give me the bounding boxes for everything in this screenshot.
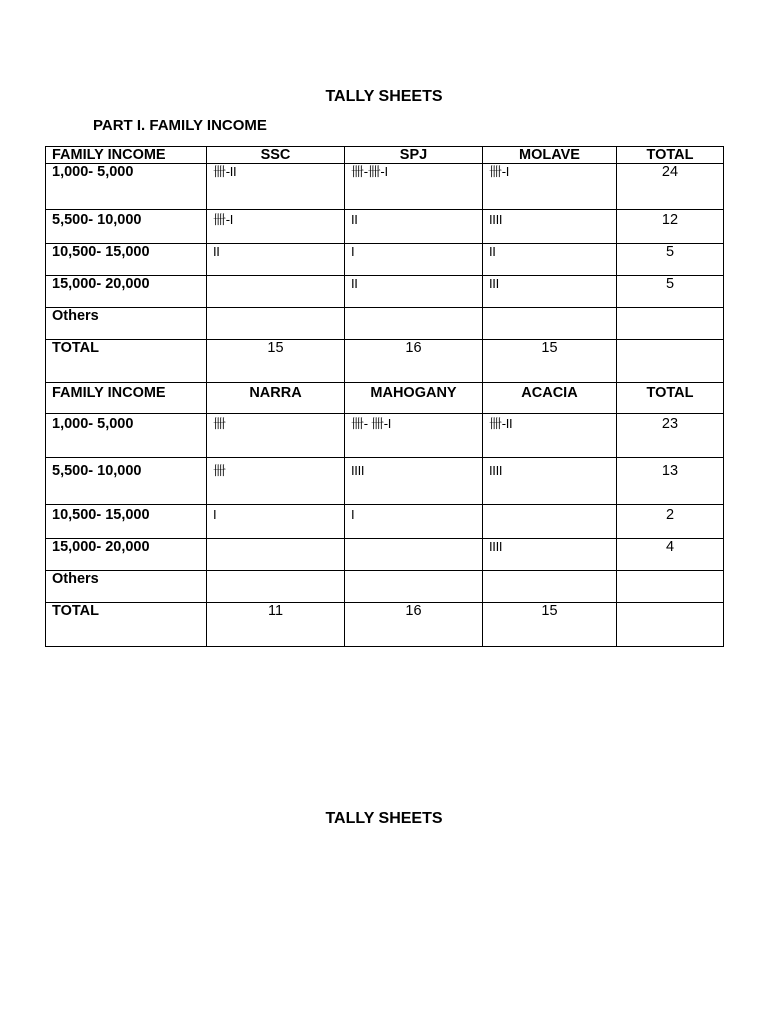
table-row [46, 210, 724, 244]
row-label: Others [46, 308, 207, 340]
column-total: 15 [483, 603, 617, 647]
column-total: 15 [207, 340, 345, 383]
tally-cell [207, 308, 345, 340]
tally-cell [345, 571, 483, 603]
row-label: 5,500- 10,000 [46, 210, 207, 244]
tally-cell [207, 539, 345, 571]
table-row [46, 244, 724, 276]
total-cell: 12 [617, 210, 724, 244]
total-cell: 13 [617, 458, 724, 505]
table-row [46, 539, 724, 571]
tally-cell [345, 308, 483, 340]
header-cell: FAMILY INCOME [46, 383, 207, 414]
tally-cell: 卌-I [207, 210, 345, 244]
tally-cell [207, 276, 345, 308]
header-cell: TOTAL [617, 147, 724, 164]
tally-cell: IIII [483, 539, 617, 571]
table-header-row [46, 383, 724, 414]
header-cell: FAMILY INCOME [46, 147, 207, 164]
header-cell: SSC [207, 147, 345, 164]
tally-cell: IIII [483, 458, 617, 505]
tally-cell: 卌-II [483, 414, 617, 458]
table-row [46, 414, 724, 458]
total-cell [617, 571, 724, 603]
row-label: 10,500- 15,000 [46, 244, 207, 276]
total-cell [617, 340, 724, 383]
tally-cell: 卌-II [207, 164, 345, 210]
header-cell: TOTAL [617, 383, 724, 414]
header-cell: ACACIA [483, 383, 617, 414]
tally-cell: II [207, 244, 345, 276]
row-label: 15,000- 20,000 [46, 539, 207, 571]
total-cell: 2 [617, 505, 724, 539]
total-cell: 24 [617, 164, 724, 210]
tally-cell: I [345, 505, 483, 539]
tally-cell: 卌-卌-I [345, 164, 483, 210]
tally-cell [345, 539, 483, 571]
row-label: TOTAL [46, 340, 207, 383]
total-cell [617, 603, 724, 647]
tally-cell [207, 571, 345, 603]
tally-cell: 卌-I [483, 164, 617, 210]
tally-cell: III [483, 276, 617, 308]
total-cell: 5 [617, 276, 724, 308]
total-cell: 5 [617, 244, 724, 276]
table-row [46, 458, 724, 505]
header-cell: NARRA [207, 383, 345, 414]
table-row [46, 308, 724, 340]
column-total: 16 [345, 340, 483, 383]
page-title: TALLY SHEETS [325, 88, 443, 105]
table-header-row [46, 147, 724, 164]
tally-cell: I [345, 244, 483, 276]
column-total: 15 [483, 340, 617, 383]
section-heading: PART I. FAMILY INCOME [93, 117, 267, 134]
total-cell [617, 308, 724, 340]
total-cell: 23 [617, 414, 724, 458]
header-cell: SPJ [345, 147, 483, 164]
tally-cell: I [207, 505, 345, 539]
tally-cell [483, 571, 617, 603]
table-row [46, 505, 724, 539]
tally-cell: 卌 [207, 414, 345, 458]
table-row [46, 571, 724, 603]
table-row [46, 276, 724, 308]
table-total-row [46, 340, 724, 383]
page-title-repeat: TALLY SHEETS [325, 810, 443, 827]
row-label: 1,000- 5,000 [46, 164, 207, 210]
column-total: 16 [345, 603, 483, 647]
tally-cell: II [483, 244, 617, 276]
header-cell: MOLAVE [483, 147, 617, 164]
row-label: Others [46, 571, 207, 603]
tally-cell [483, 308, 617, 340]
column-total: 11 [207, 603, 345, 647]
row-label: 5,500- 10,000 [46, 458, 207, 505]
tally-cell: IIII [483, 210, 617, 244]
tally-cell [483, 505, 617, 539]
row-label: 15,000- 20,000 [46, 276, 207, 308]
table-total-row [46, 603, 724, 647]
tally-cell: II [345, 276, 483, 308]
total-cell: 4 [617, 539, 724, 571]
header-cell: MAHOGANY [345, 383, 483, 414]
tally-cell: 卌 [207, 458, 345, 505]
row-label: TOTAL [46, 603, 207, 647]
tally-cell: II [345, 210, 483, 244]
row-label: 1,000- 5,000 [46, 414, 207, 458]
tally-cell: IIII [345, 458, 483, 505]
row-label: 10,500- 15,000 [46, 505, 207, 539]
table-row [46, 164, 724, 210]
tally-cell: 卌- 卌-I [345, 414, 483, 458]
family-income-tally-table [45, 146, 724, 647]
